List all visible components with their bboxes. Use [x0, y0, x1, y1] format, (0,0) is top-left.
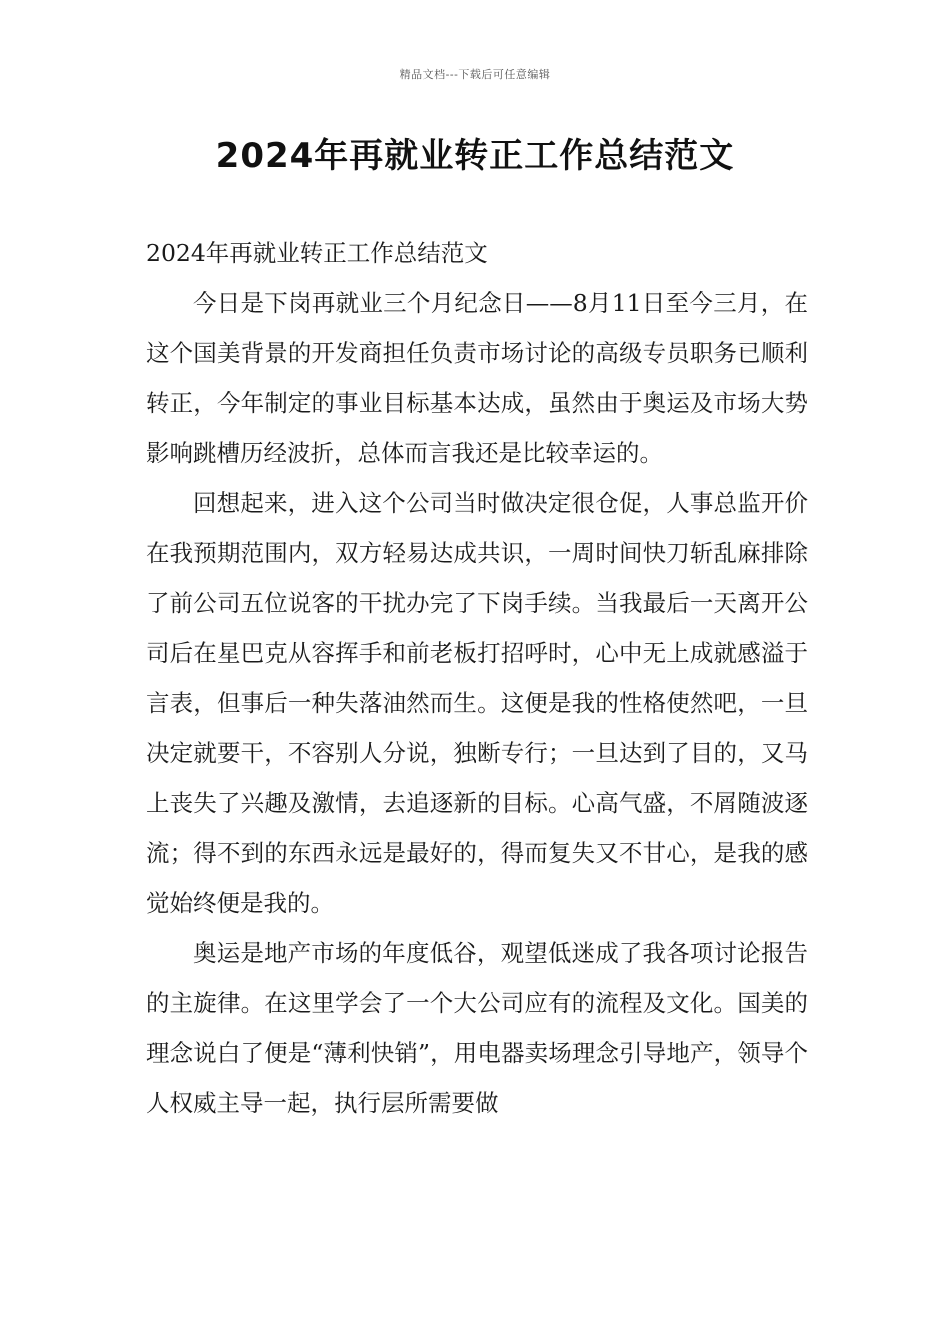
- document-title: 2024年再就业转正工作总结范文: [215, 136, 735, 176]
- paragraph-1: 今日是下岗再就业三个月纪念日——8月11日至今三月，在这个国美背景的开发商担任负责市场讨论的高级专员职务已顺利转正，今年制定的事业目标基本达成，虽然由于奥运及市场大势影响跳槽历经波折，总体而言我还是比较幸运的。: [146, 289, 808, 467]
- paragraph-3: 奥运是地产市场的年度低谷，观望低迷成了我各项讨论报告的主旋律。在这里学会了一个大公司应有的流程及文化。国美的理念说白了便是“薄利快销”，用电器卖场理念引导地产，领导个人权威主导一起，执行层所需要做: [146, 939, 808, 1117]
- header-note: 精品文档---下载后可任意编辑: [399, 68, 551, 81]
- body-subtitle: 2024年再就业转正工作总结范文: [146, 239, 488, 267]
- paragraph-2: 回想起来，进入这个公司当时做决定很仓促，人事总监开价在我预期范围内，双方轻易达成共识，一周时间快刀斩乱麻排除了前公司五位说客的干扰办完了下岗手续。当我最后一天离开公司后在星巴克从容挥手和前老板打招呼时，心中无上成就感溢于言表，但事后一种失落油然而生。这便是我的性格使然吧，一旦决定就要干，不容别人分说，独断专行；一旦达到了目的，又马上丧失了兴趣及激情，去追逐新的目标。心高气盛，不屑随波逐流；得不到的东西永远是最好的，得而复失又不甘心，是我的感觉始终便是我的。: [146, 489, 808, 917]
- document-body: [146, 228, 808, 1128]
